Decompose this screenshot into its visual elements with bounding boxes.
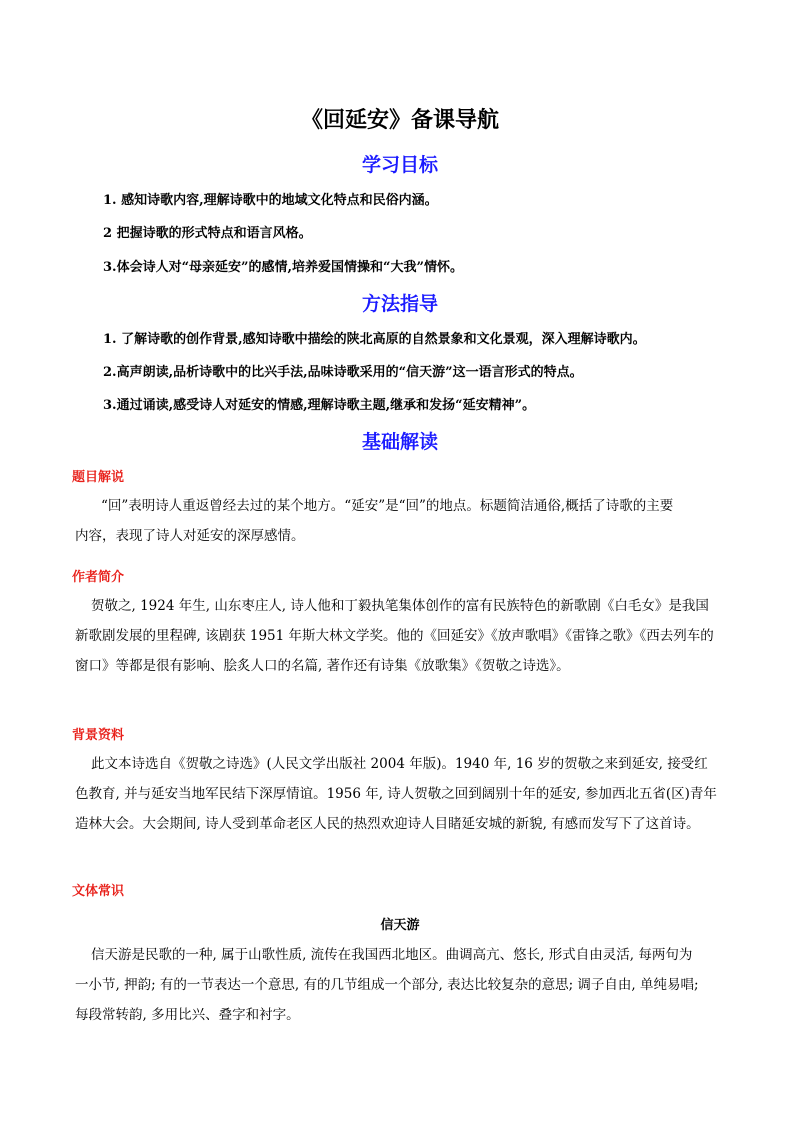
text-line: 信天游是民歌的一种, 属于山歌性质, 流传在我国西北地区。曲调高亢、悠长, 形式自由灵活, 每两句为 — [91, 947, 693, 963]
method-item: 3.通过诵读,感受诗人对延安的情感,理解诗歌主题,继承和发扬“延安精神”。 — [103, 398, 536, 413]
text-line: 新歌剧发展的里程碑, 该剧获 1951 年斯大林文学奖。他的《回延安》《放声歌唱》《雷锋之歌》《西去列车的 — [75, 628, 714, 644]
goal-item: 2 把握诗歌的形式特点和语言风格。 — [103, 226, 312, 241]
subheading-author: 作者简介 — [72, 570, 125, 585]
text-line: 每段常转韵, 多用比兴、叠字和衬字。 — [75, 1007, 300, 1023]
section-heading-goals: 学习目标 — [361, 154, 438, 176]
section-heading-methods: 方法指导 — [361, 293, 438, 315]
text-line: 内容，表现了诗人对延安的深厚感情。 — [75, 528, 305, 544]
paragraph-author — [75, 591, 725, 681]
subheading-background: 背景资料 — [72, 728, 125, 743]
method-item: 1. 了解诗歌的创作背景,感知诗歌中描绘的陕北高原的自然景象和文化景观，深入理解诗歌内。 — [103, 332, 646, 347]
section-heading-basics: 基础解读 — [361, 431, 438, 453]
text-line: 贺敬之, 1924 年生, 山东枣庄人, 诗人他和丁毅执笔集体创作的富有民族特色的新歌剧《白毛女》是我国 — [91, 598, 709, 614]
text-line: 色教育, 并与延安当地军民结下深厚情谊。1956 年, 诗人贺敬之回到阔别十年的延安, 参加西北五省(区)青年 — [75, 786, 717, 802]
paragraph-title-explain — [75, 491, 725, 551]
text-line: 造林大会。大会期间, 诗人受到革命老区人民的热烈欢迎诗人目睹延安城的新貌, 有感而发写下了这首诗。 — [75, 816, 700, 832]
goal-item: 3.体会诗人对“母亲延安”的感情,培养爱国情操和“大我”情怀。 — [103, 260, 464, 275]
text-line: 此文本诗选自《贺敬之诗选》(人民文学出版社 2004 年版)。1940 年, 16 岁的贺敬之来到延安, 接受红 — [91, 756, 708, 772]
goal-item: 1. 感知诗歌内容,理解诗歌中的地域文化特点和民俗内涵。 — [103, 193, 438, 208]
subheading-genre: 文体常识 — [72, 884, 125, 899]
paragraph-background — [75, 749, 725, 839]
method-item: 2.高声朗读,品析诗歌中的比兴手法,品味诗歌采用的“信天游”这一语言形式的特点。 — [103, 365, 583, 380]
subheading-title-explain: 题目解说 — [72, 470, 125, 485]
paragraph-genre — [75, 940, 725, 1030]
genre-subtitle: 信天游 — [380, 918, 420, 933]
text-line: 窗口》等都是很有影响、脍炙人口的名篇, 著作还有诗集《放歌集》《贺敬之诗选》。 — [75, 658, 570, 674]
page-title: 《回延安》备课导航 — [300, 107, 499, 133]
text-line: 一小节, 押韵; 有的一节表达一个意思, 有的几节组成一个部分, 表达比较复杂的意思; 调子自由, 单纯易唱; — [75, 977, 699, 993]
text-line: “回”表明诗人重返曾经去过的某个地方。“延安”是“回”的地点。标题简洁通俗,概括了诗歌的主要 — [101, 498, 674, 514]
